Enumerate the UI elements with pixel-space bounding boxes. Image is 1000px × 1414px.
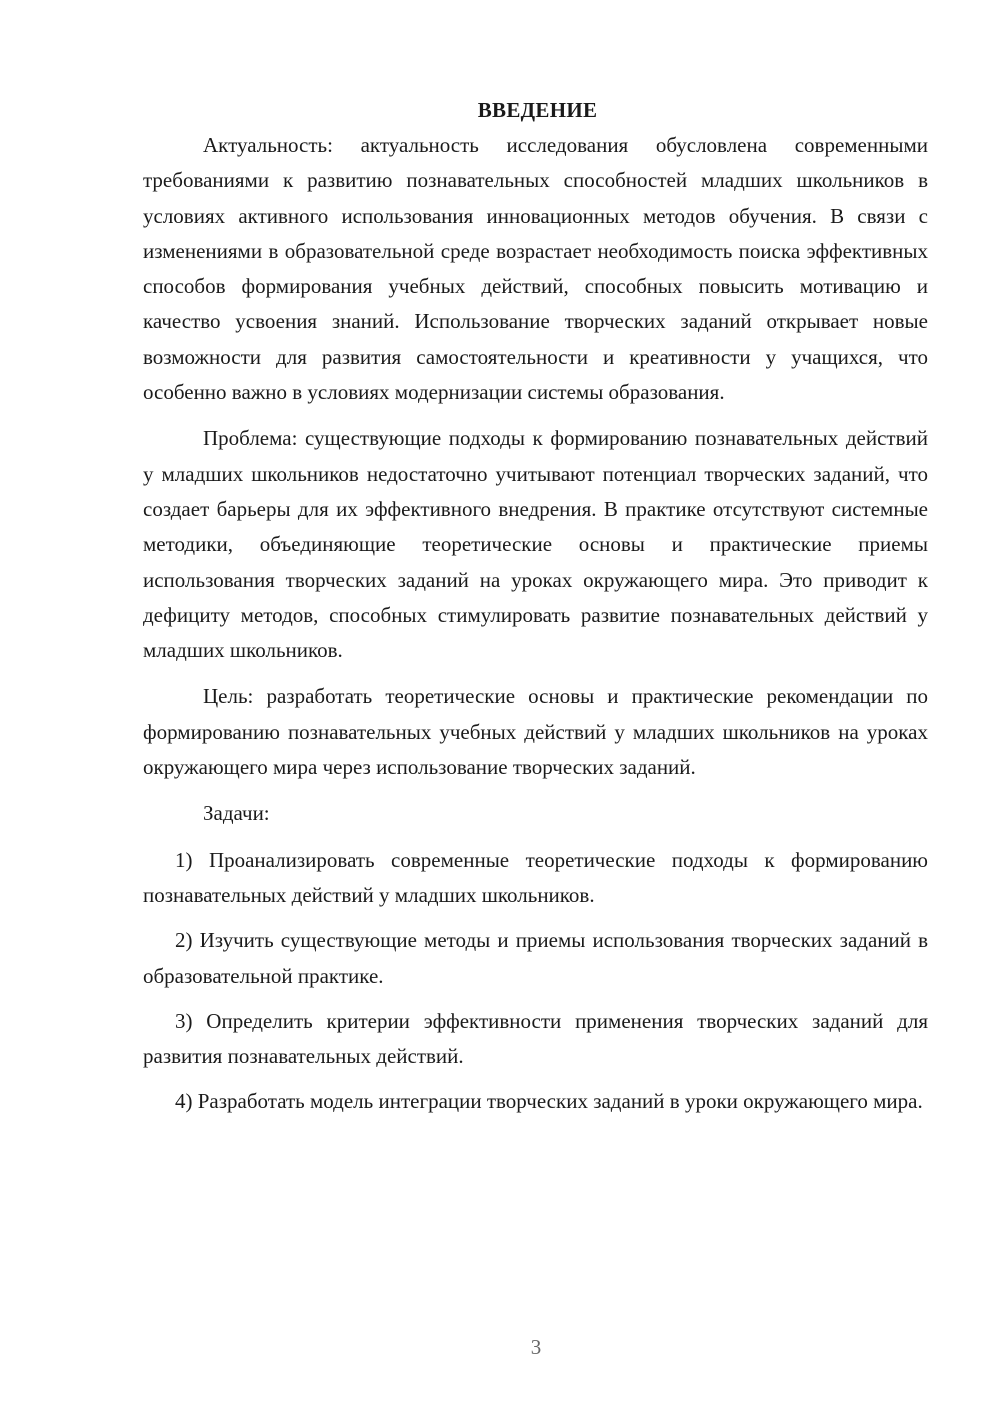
problem-paragraph: Проблема: существующие подходы к формированию познавательных действий у младших школьников недостаточно учитывают потенциал творческих заданий, что создает барьеры для их эффективного внедрения. В практике отсутствуют системные методики, объединяющие теоретические основы и практические приемы использования творческих заданий на уроках окружающего мира. Это приводит к дефициту методов, способных стимулировать развитие познавательных действий у младших школьников.	[143, 426, 928, 663]
relevance-paragraph: Актуальность: актуальность исследования обусловлена современными требованиями к развитию познавательных способностей младших школьников в условиях активного использования инновационных методов обучения. В связи с изменениями в образовательной среде возрастает необходимость поиска эффективных способов формирования учебных действий, способных повысить мотивацию и качество усвоения знаний. Использование творческих заданий открывает новые возможности для развития самостоятельности и креативности у учащихся, что особенно важно в условиях модернизации системы образования.	[143, 133, 928, 405]
page-title: ВВЕДЕНИЕ	[477, 98, 598, 122]
list-item: 2) Изучить существующие методы и приемы использования творческих заданий в образовательной практике.	[143, 928, 928, 988]
list-item: 3) Определить критерии эффективности применения творческих заданий для развития познавательных действий.	[143, 1008, 928, 1069]
goal-paragraph: Цель: разработать теоретические основы и практические рекомендации по формированию познавательных учебных действий у младших школьников на уроках окружающего мира через использование творческих заданий.	[143, 684, 928, 780]
tasks-heading: Задачи:	[203, 801, 270, 826]
list-item: 1) Проанализировать современные теоретические подходы к формированию познавательных действий у младших школьников.	[143, 847, 928, 907]
page-number: 3	[530, 1335, 542, 1359]
tasks-list	[143, 843, 928, 1120]
list-item: 4) Разработать модель интеграции творческих заданий в уроки окружающего мира.	[175, 1089, 923, 1114]
page-content	[143, 93, 928, 1120]
